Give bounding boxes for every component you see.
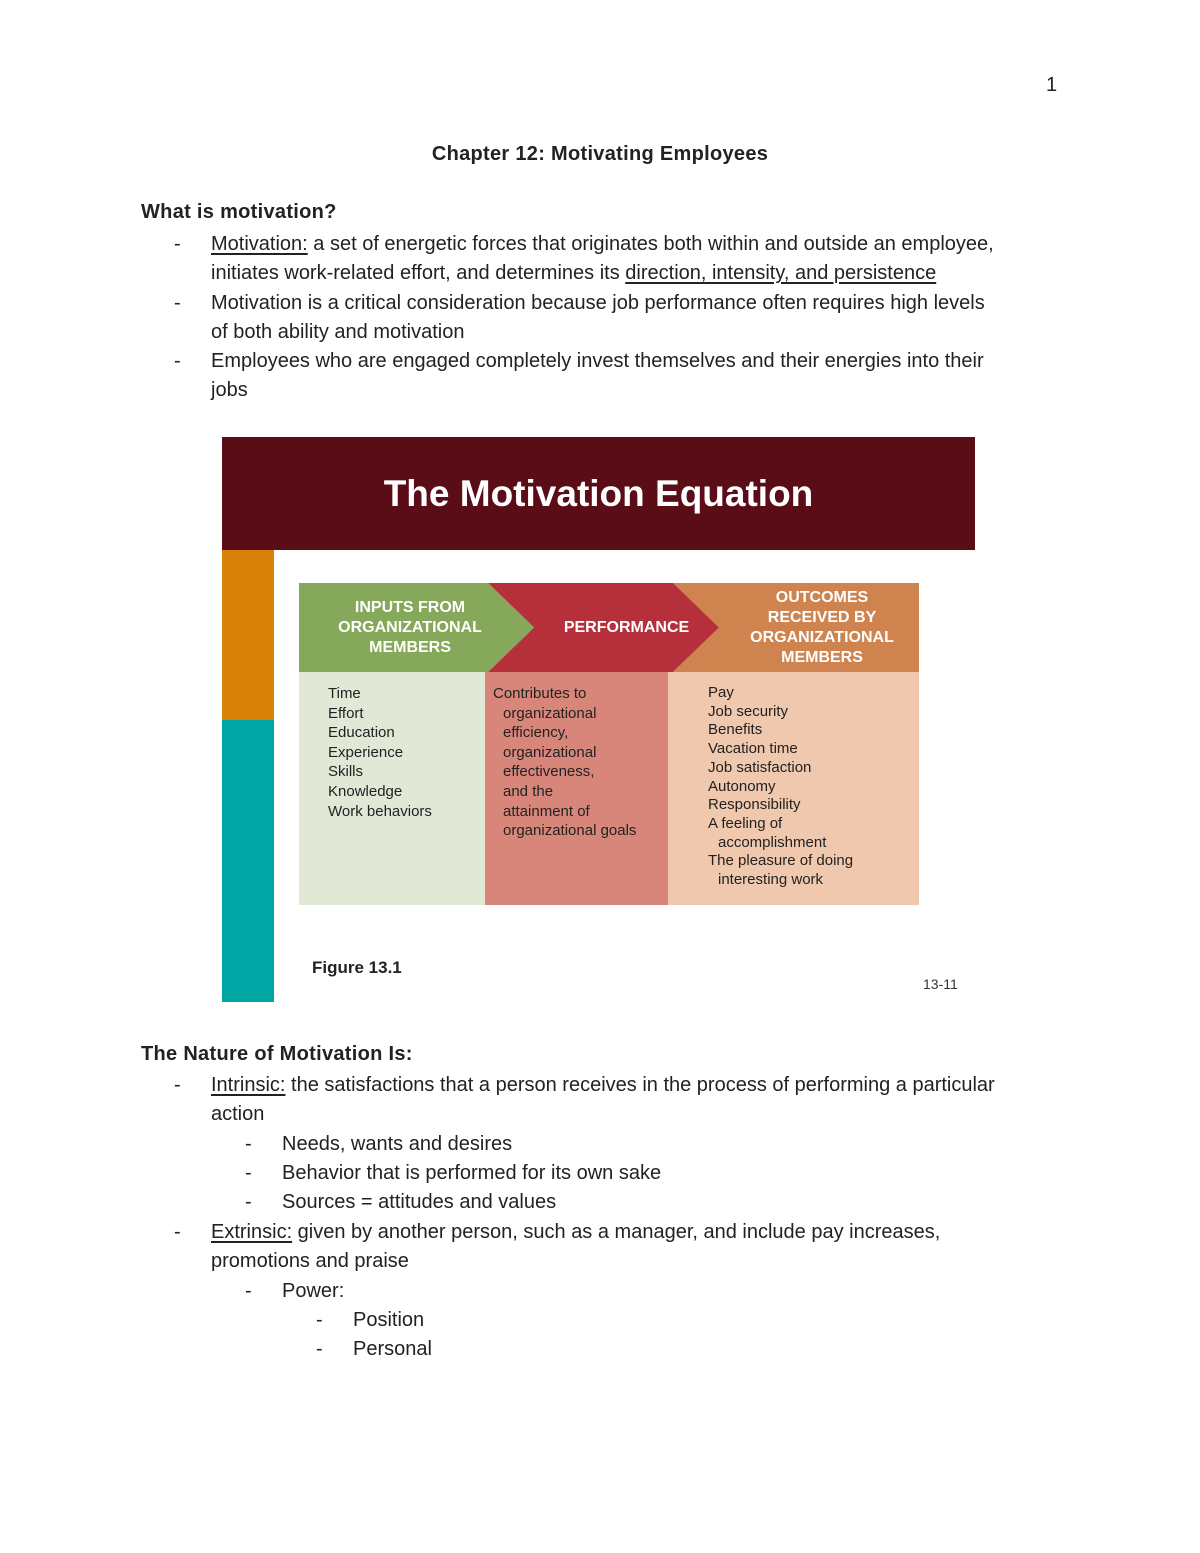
orange-accent-bar (222, 550, 274, 720)
bullet-dash: - (174, 1074, 181, 1096)
bullet-dash: - (316, 1309, 323, 1331)
sub-bullet: Needs, wants and desires (282, 1133, 513, 1155)
list-item: Work behaviors (328, 802, 432, 820)
page-title: Chapter 12: Motivating Employees (431, 143, 769, 165)
performance-list (493, 684, 636, 841)
outcomes-heading: OUTCOMES RECEIVED BY ORGANIZATIONAL MEMBERS (750, 588, 894, 666)
bullet-dash: - (174, 233, 181, 255)
list-item: interesting work (718, 871, 824, 889)
list-item: Skills (328, 763, 364, 781)
list-item: Benefits (708, 721, 763, 739)
list-item: efficiency, (503, 724, 569, 742)
figure-header: The Motivation Equation (222, 437, 975, 550)
sub-bullet-power: Power: (282, 1280, 345, 1302)
list-item: accomplishment (718, 833, 827, 851)
bullet-critical-consideration-cont: of both ability and motivation (211, 321, 465, 343)
sub-bullet: Behavior that is performed for its own sake (282, 1162, 662, 1184)
list-item: Job security (708, 702, 789, 720)
inputs-heading: INPUTS FROM ORGANIZATIONAL MEMBERS (338, 598, 482, 656)
figure-caption: Figure 13.1 (312, 958, 402, 977)
slide-number: 13-11 (923, 976, 958, 992)
definition-text: a set of energetic forces that originates both within and outside an employee, (307, 233, 994, 255)
list-item: Experience (328, 743, 404, 761)
section-heading-nature-of-motivation: The Nature of Motivation Is: (141, 1043, 413, 1065)
performance-heading: PERFORMANCE (563, 618, 690, 636)
term-motivation: Motivation: (211, 233, 308, 255)
bullet-dash: - (245, 1162, 252, 1184)
list-item: Responsibility (708, 796, 801, 814)
list-item: Education (328, 724, 395, 742)
list-item: The pleasure of doing (708, 852, 854, 870)
bullet-extrinsic-cont: promotions and praise (211, 1250, 409, 1272)
definition-text-cont: initiates work-related effort, and determines its (211, 262, 626, 284)
bullet-dash: - (174, 350, 181, 372)
motivation-equation-figure (222, 437, 975, 1002)
term-extrinsic: Extrinsic: (211, 1221, 293, 1243)
bullet-motivation-definition (211, 232, 994, 256)
intrinsic-text: the satisfactions that a person receives in the process of performing a particular (285, 1074, 995, 1096)
list-item: organizational (503, 704, 597, 722)
list-item: Autonomy (708, 777, 776, 795)
sub-bullet: Sources = attitudes and values (282, 1191, 557, 1213)
list-item: Contributes to (493, 685, 587, 702)
bullet-extrinsic (211, 1220, 940, 1244)
list-item: and the (503, 782, 554, 800)
list-item: Job satisfaction (708, 758, 812, 776)
list-item: effectiveness, (503, 763, 595, 781)
bullet-motivation-definition-cont (211, 261, 936, 285)
bullet-critical-consideration: Motivation is a critical consideration because job performance often requires high levels (211, 292, 985, 314)
bullet-dash: - (316, 1338, 323, 1360)
section-heading-what-is-motivation: What is motivation? (141, 201, 337, 223)
teal-accent-bar (222, 720, 274, 1002)
inputs-list (328, 684, 432, 821)
extrinsic-text: given by another person, such as a manager, and include pay increases, (292, 1221, 941, 1243)
list-item: Time (328, 685, 361, 702)
list-item: A feeling of (708, 814, 783, 832)
sub-sub-bullet: Position (353, 1309, 425, 1331)
bullet-dash: - (245, 1280, 252, 1302)
underlined-phrase: direction, intensity, and persistence (625, 262, 937, 284)
list-item: Vacation time (708, 740, 798, 758)
bullet-engaged-employees-cont: jobs (211, 379, 248, 401)
bullet-dash: - (174, 1221, 181, 1243)
bullet-intrinsic (211, 1073, 995, 1097)
outcomes-list (708, 684, 853, 890)
bullet-engaged-employees: Employees who are engaged completely invest themselves and their energies into their (211, 350, 984, 372)
list-item: organizational goals (503, 822, 637, 840)
page-number: 1 (1046, 74, 1058, 96)
list-item: Knowledge (328, 782, 403, 800)
list-item: Effort (328, 704, 364, 722)
term-intrinsic: Intrinsic: (211, 1074, 286, 1096)
list-item: organizational (503, 743, 597, 761)
list-item: attainment of (503, 802, 590, 820)
list-item: Pay (708, 684, 734, 701)
bullet-dash: - (245, 1191, 252, 1213)
bullet-dash: - (245, 1133, 252, 1155)
bullet-dash: - (174, 292, 181, 314)
sub-sub-bullet: Personal (353, 1338, 432, 1360)
bullet-intrinsic-cont: action (211, 1103, 265, 1125)
